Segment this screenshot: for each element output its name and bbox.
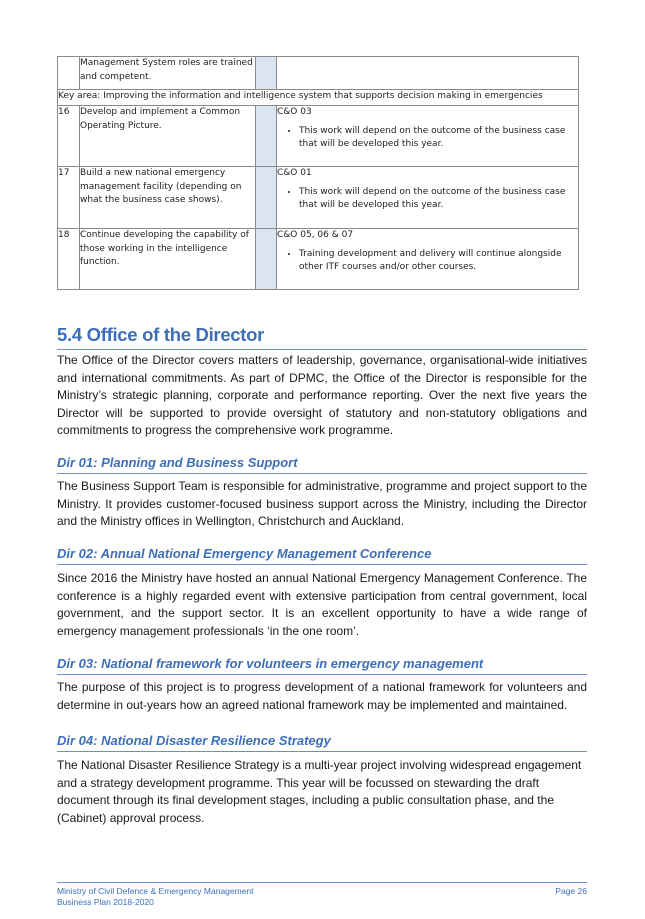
shaded-cell	[256, 106, 277, 167]
subsection-body-dir04: The National Disaster Resilience Strategy is a multi-year project involving widespread engagement and a strategy development programme. This year will be focussed on stewarding the draft document through its final development stages, including a public consultation phase, and the (Cabinet) approval process.	[57, 758, 582, 825]
task-cell: Develop and implement a Common Operating Picture.	[80, 106, 256, 167]
notes-list	[277, 125, 578, 152]
key-area-text: Key area: Improving the information and intelligence system that supports decision making in emergencies	[58, 90, 579, 106]
page-number: Page 26	[555, 886, 587, 896]
row-number: 17	[58, 167, 80, 229]
shaded-cell	[256, 167, 277, 229]
row-number-cell	[58, 57, 80, 90]
reference-code: C&O 01	[277, 168, 312, 178]
note-bullet: • This work will depend on the outcome of the business case that will be developed this year.	[299, 186, 578, 213]
subsection-heading-dir01: Dir 01: Planning and Business Support	[57, 455, 587, 474]
footer-organisation: Ministry of Civil Defence & Emergency Management	[57, 886, 254, 896]
reference-code: C&O 03	[277, 107, 312, 117]
subsection-heading-dir04: Dir 04: National Disaster Resilience Strategy	[57, 733, 587, 752]
table-row	[58, 229, 579, 290]
subsection-body-dir03: The purpose of this project is to progress development of a national framework for volunteers and determine in out-years how an agreed national framework may be implemented and maintained.	[57, 680, 587, 712]
task-cell: Management System roles are trained and competent.	[80, 57, 256, 90]
reference-code: C&O 05, 06 & 07	[277, 230, 354, 240]
notes-cell	[277, 167, 579, 229]
subsection-body-dir01: The Business Support Team is responsible for administrative, programme and project support to the Ministry. It provides customer-focused business support across the Ministry, including the Director and the Ministry offices in Wellington, Christchurch and Auckland.	[57, 479, 587, 529]
key-area-row	[58, 90, 579, 106]
note-bullet: • This work will depend on the outcome of the business case that will be developed this year.	[299, 125, 578, 152]
row-number: 18	[58, 229, 80, 290]
notes-list	[277, 186, 578, 213]
section-title: 5.4 Office of the Director	[57, 324, 587, 350]
table-row	[58, 57, 579, 90]
subsection-body-dir02: Since 2016 the Ministry have hosted an annual National Emergency Management Conference. The conference is a highly regarded event with extensive participation from central government, local government, and the support sector. It is an excellent opportunity to have a wide range of emergency management professionals ‘in the one room’.	[57, 571, 587, 638]
work-programme-table	[57, 56, 579, 290]
page-footer	[57, 882, 587, 907]
table-row	[58, 167, 579, 229]
notes-cell	[277, 106, 579, 167]
row-number: 16	[58, 106, 80, 167]
notes-list	[277, 248, 578, 275]
notes-cell	[277, 229, 579, 290]
subsection-heading-dir02: Dir 02: Annual National Emergency Management Conference	[57, 546, 587, 565]
note-bullet: • Training development and delivery will continue alongside other ITF courses and/or other courses.	[299, 248, 578, 275]
table-row	[58, 106, 579, 167]
subsection-heading-dir03: Dir 03: National framework for volunteers in emergency management	[57, 656, 587, 675]
footer-document: Business Plan 2018-2020	[57, 896, 154, 907]
task-cell: Continue developing the capability of those working in the intelligence function.	[80, 229, 256, 290]
section-intro: The Office of the Director covers matters of leadership, governance, organisational-wide initiatives and international commitments. As part of DPMC, the Office of the Director is responsible for the Ministry’s strategic planning, corporate and performance reporting. Over the next five years the Director will be supported to provide oversight of statutory and non-statutory obligations and commitments to progress the comprehensive work programme.	[57, 353, 587, 438]
notes-cell	[277, 57, 579, 90]
task-cell: Build a new national emergency management facility (depending on what the business case shows).	[80, 167, 256, 229]
shaded-cell	[256, 57, 277, 90]
shaded-cell	[256, 229, 277, 290]
